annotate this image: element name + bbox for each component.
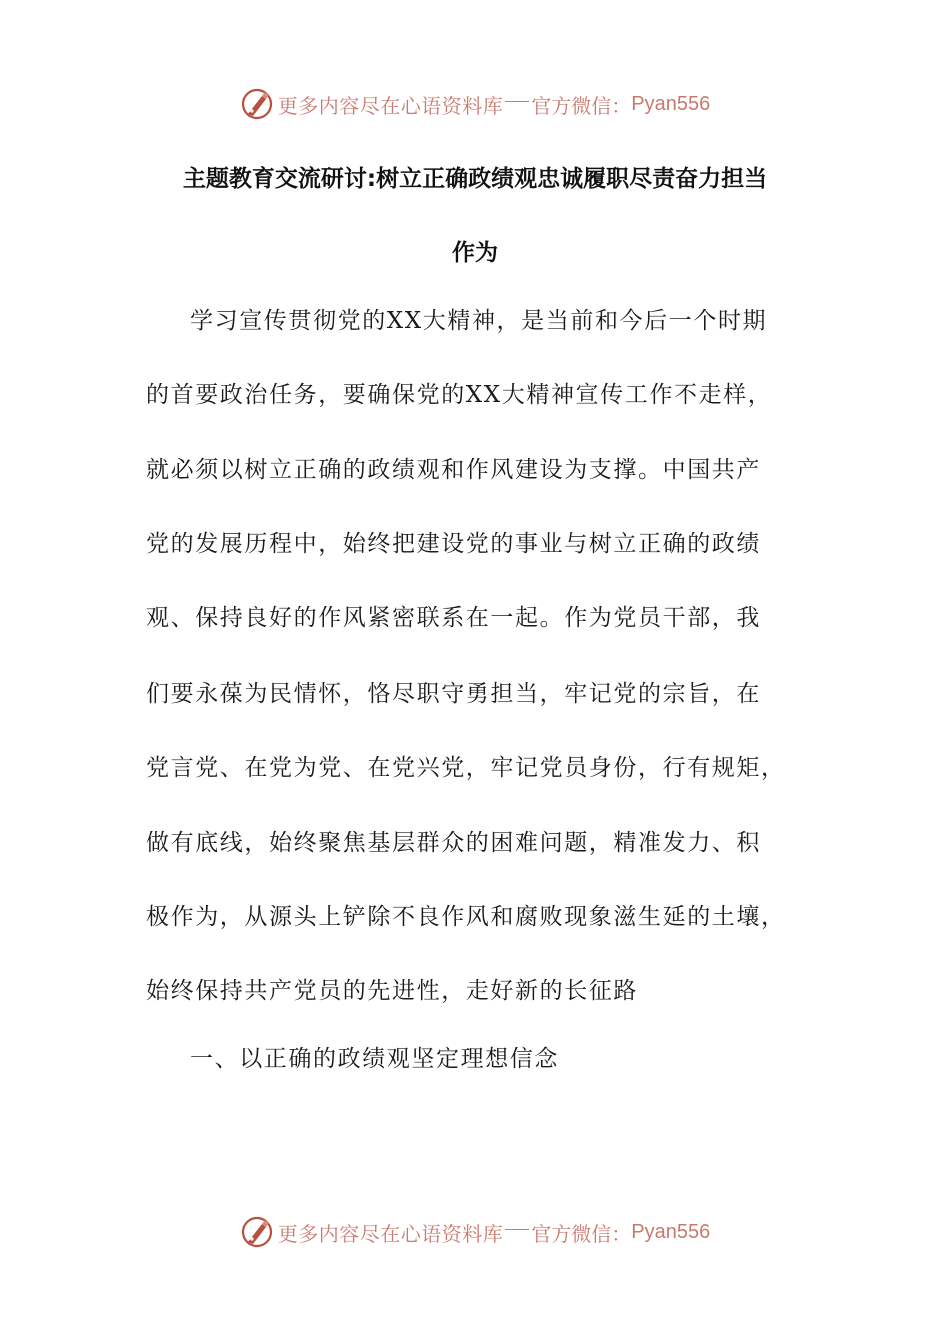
section-heading: 一、以正确的政绩观坚定理想信念 bbox=[190, 1046, 559, 1072]
document-title-line-1: 主题教育交流研讨:树立正确政绩观忠诚履职尽责奋力担当 bbox=[182, 166, 768, 192]
banner-contact-label: 官方微信： bbox=[531, 93, 632, 118]
pen-nib-circle-icon bbox=[240, 87, 274, 121]
banner-contact-label: 官方微信： bbox=[531, 1221, 632, 1246]
body-line-5: 观、保持良好的作风紧密联系在一起。作为党员干部，我 bbox=[146, 605, 761, 631]
body-line-8: 做有底线，始终聚焦基层群众的困难问题，精准发力、积 bbox=[146, 830, 761, 856]
body-line-1: 学习宣传贯彻党的XX大精神，是当前和今后一个时期 bbox=[190, 308, 768, 334]
body-line-7: 党言党、在党为党、在党兴党，牢记党员身份，行有规矩， bbox=[146, 755, 786, 781]
banner-dash bbox=[505, 1229, 529, 1230]
body-line-2: 的首要政治任务，要确保党的XX大精神宣传工作不走样， bbox=[146, 382, 773, 408]
body-line-10: 始终保持共产党员的先进性，走好新的长征路 bbox=[146, 978, 638, 1004]
banner-dash bbox=[505, 101, 529, 102]
banner-text: 更多内容尽在心语资料库 bbox=[277, 93, 504, 118]
document-title-line-2: 作为 bbox=[452, 240, 498, 266]
footer-watermark-banner bbox=[0, 1212, 950, 1252]
body-line-6: 们要永葆为民情怀，恪尽职守勇担当，牢记党的宗旨，在 bbox=[146, 681, 761, 707]
body-line-9: 极作为，从源头上铲除不良作风和腐败现象滋生延的土壤， bbox=[146, 904, 786, 930]
body-line-4: 党的发展历程中，始终把建设党的事业与树立正确的政绩 bbox=[146, 531, 761, 557]
body-line-3: 就必须以树立正确的政绩观和作风建设为支撑。中国共产 bbox=[146, 457, 761, 483]
header-watermark-banner bbox=[0, 84, 950, 124]
banner-text: 更多内容尽在心语资料库 bbox=[277, 1221, 504, 1246]
banner-contact-id: Pyan556 bbox=[631, 92, 711, 115]
pen-nib-circle-icon bbox=[240, 1215, 274, 1249]
banner-contact-id: Pyan556 bbox=[631, 1220, 711, 1243]
